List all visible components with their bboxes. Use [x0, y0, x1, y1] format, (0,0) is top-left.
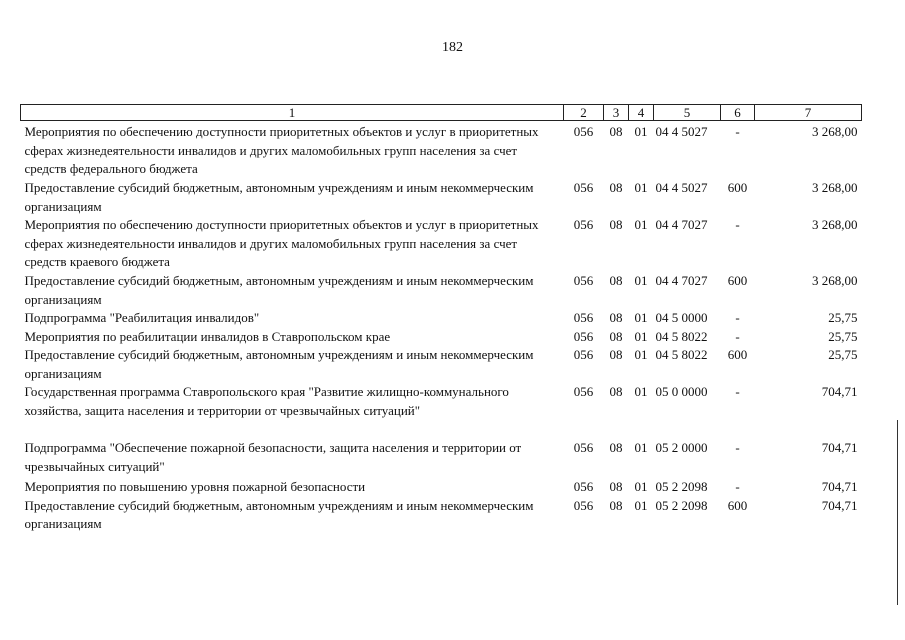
- row-code-expense-type: -: [735, 217, 740, 232]
- table-row: [21, 121, 862, 180]
- row-amount: 3 268,00: [812, 180, 858, 195]
- row-amount: 3 268,00: [812, 273, 858, 288]
- row-code-expense-type: -: [735, 384, 740, 399]
- row-code-expense-type: -: [735, 440, 740, 455]
- row-amount: 3 268,00: [812, 217, 858, 232]
- row-code-target: 04 4 7027: [655, 217, 708, 232]
- row-code-section: 08: [609, 180, 623, 195]
- row-code-section: 08: [609, 328, 623, 344]
- column-header: 2: [564, 105, 604, 121]
- row-code-expense-type: 600: [727, 180, 748, 195]
- row-name: Предоставление субсидий бюджетным, автономным учреждениям и иным некоммерческим организациям: [24, 497, 534, 531]
- scan-edge-line: [897, 420, 898, 605]
- row-code-section: 08: [609, 440, 623, 455]
- column-header: 4: [629, 105, 654, 121]
- row-code-ministry: 056: [573, 384, 594, 399]
- row-code-expense-type: 600: [727, 273, 748, 288]
- table-row: [21, 179, 862, 216]
- row-code-section: 08: [609, 347, 623, 362]
- row-code-target: 04 4 7027: [655, 273, 708, 288]
- row-amount: 704,71: [821, 497, 858, 513]
- row-code-ministry: 056: [573, 180, 594, 195]
- row-name: Подпрограмма "Реабилитация инвалидов": [24, 310, 260, 325]
- row-amount: 25,75: [828, 328, 858, 344]
- row-code-section: 08: [609, 217, 623, 232]
- row-code-target: 04 5 8022: [655, 328, 708, 344]
- column-header: 6: [721, 105, 755, 121]
- row-name: Предоставление субсидий бюджетным, автономным учреждениям и иным некоммерческим организациям: [24, 180, 534, 214]
- column-header: 5: [654, 105, 721, 121]
- table-row: [21, 497, 862, 534]
- row-code-subsection: 01: [634, 497, 648, 513]
- row-amount: 25,75: [828, 310, 858, 325]
- row-code-target: 05 2 2098: [655, 497, 708, 513]
- row-amount: 25,75: [828, 347, 858, 362]
- row-code-expense-type: 600: [727, 497, 748, 513]
- row-code-ministry: 056: [573, 328, 594, 344]
- row-name: Подпрограмма "Обеспечение пожарной безопасности, защита населения и территории от чрезвычайных ситуаций": [24, 440, 522, 474]
- row-code-section: 08: [609, 273, 623, 288]
- row-code-subsection: 01: [634, 347, 648, 362]
- row-name: Мероприятия по повышению уровня пожарной безопасности: [24, 479, 366, 494]
- row-code-subsection: 01: [634, 384, 648, 399]
- row-code-section: 08: [609, 384, 623, 399]
- row-code-target: 04 4 5027: [655, 180, 708, 195]
- row-code-ministry: 056: [573, 497, 594, 513]
- table-row: [21, 309, 862, 328]
- table-row: [21, 478, 862, 497]
- row-amount: 3 268,00: [812, 124, 858, 139]
- row-name: Мероприятия по реабилитации инвалидов в Ставропольском крае: [24, 328, 391, 344]
- row-name: Мероприятия по обеспечению доступности приоритетных объектов и услуг в приоритетных сферах жизнедеятельности инвалидов и других маломобильных групп населения за счет средств краевого бюджета: [24, 217, 539, 269]
- table-row: [21, 328, 862, 347]
- row-code-subsection: 01: [634, 124, 648, 139]
- table-header-row: [21, 105, 862, 121]
- row-amount: 704,71: [821, 479, 858, 494]
- row-code-expense-type: -: [735, 124, 740, 139]
- row-code-subsection: 01: [634, 310, 648, 325]
- row-code-subsection: 01: [634, 479, 648, 494]
- row-amount: 704,71: [821, 440, 858, 455]
- row-code-section: 08: [609, 497, 623, 513]
- row-code-expense-type: 600: [727, 347, 748, 362]
- row-code-ministry: 056: [573, 273, 594, 288]
- row-name: Мероприятия по обеспечению доступности приоритетных объектов и услуг в приоритетных сферах жизнедеятельности инвалидов и других маломобильных групп населения за счет средств федерального бюджета: [24, 124, 539, 176]
- row-name: Предоставление субсидий бюджетным, автономным учреждениям и иным некоммерческим организациям: [24, 273, 534, 307]
- row-name: Государственная программа Ставропольского края "Развитие жилищно-коммунального хозяйства, защита населения и территории от чрезвычайных ситуаций": [24, 384, 509, 418]
- row-code-subsection: 01: [634, 217, 648, 232]
- row-code-ministry: 056: [573, 479, 594, 494]
- table-row: [21, 439, 862, 478]
- budget-table: [20, 104, 862, 534]
- table-row: [21, 272, 862, 309]
- row-code-expense-type: -: [735, 310, 740, 325]
- row-code-expense-type: -: [735, 328, 740, 344]
- table-row: [21, 346, 862, 383]
- row-code-ministry: 056: [573, 124, 594, 139]
- row-code-section: 08: [609, 124, 623, 139]
- column-header: 3: [604, 105, 629, 121]
- row-code-target: 04 5 8022: [655, 347, 708, 362]
- row-name: Предоставление субсидий бюджетным, автономным учреждениям и иным некоммерческим организациям: [24, 347, 534, 381]
- row-code-target: 05 0 0000: [655, 384, 708, 399]
- page-number: 182: [442, 40, 463, 55]
- column-header: 1: [21, 105, 564, 121]
- row-code-ministry: 056: [573, 310, 594, 325]
- row-code-subsection: 01: [634, 273, 648, 288]
- row-code-expense-type: -: [735, 479, 740, 494]
- row-code-subsection: 01: [634, 440, 648, 455]
- table-row: [21, 216, 862, 272]
- row-code-subsection: 01: [634, 328, 648, 344]
- row-code-ministry: 056: [573, 217, 594, 232]
- row-amount: 704,71: [821, 384, 858, 399]
- row-code-target: 04 4 5027: [655, 124, 708, 139]
- row-code-target: 05 2 2098: [655, 479, 708, 494]
- row-code-target: 05 2 0000: [655, 440, 708, 455]
- column-header: 7: [755, 105, 862, 121]
- row-code-section: 08: [609, 479, 623, 494]
- row-code-ministry: 056: [573, 440, 594, 455]
- row-code-target: 04 5 0000: [655, 310, 708, 325]
- row-code-ministry: 056: [573, 347, 594, 362]
- row-code-subsection: 01: [634, 180, 648, 195]
- row-code-section: 08: [609, 310, 623, 325]
- table-row: [21, 383, 862, 439]
